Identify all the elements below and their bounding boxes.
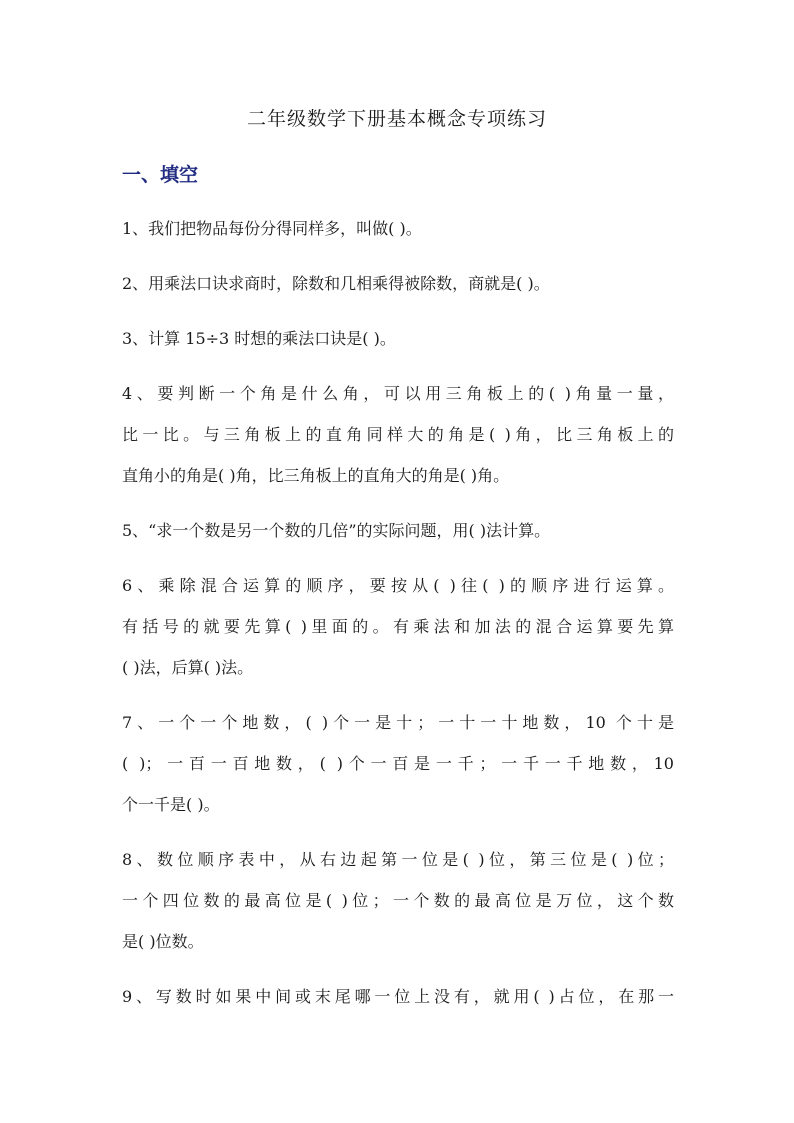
question-line: 有括号的就要先算( )里面的。有乘法和加法的混合运算要先算 xyxy=(122,617,674,636)
section-heading: 一、填空 xyxy=(122,164,199,186)
question-line: 6、乘除混合运算的顺序，要按从( )往( )的顺序进行运算。 xyxy=(122,576,674,595)
question-line: 9、写数时如果中间或末尾哪一位上没有，就用( )占位，在那一 xyxy=(122,987,674,1006)
question-line: ( )法，后算( )法。 xyxy=(122,658,254,677)
question-7 xyxy=(122,702,674,825)
page-title: 二年级数学下册基本概念专项练习 xyxy=(246,108,547,130)
question-line: 2、用乘法口诀求商时，除数和几相乘得被除数，商就是( )。 xyxy=(122,274,550,293)
question-2 xyxy=(122,263,674,304)
question-line: 8、数位顺序表中，从右边起第一位是( )位，第三位是( )位； xyxy=(122,850,674,869)
question-line: 1、我们把物品每份分得同样多，叫做( )。 xyxy=(122,219,422,238)
question-1 xyxy=(122,208,674,249)
question-line: 比一比。与三角板上的直角同样大的角是( )角，比三角板上的 xyxy=(122,425,674,444)
question-8 xyxy=(122,839,674,962)
question-9 xyxy=(122,976,674,1017)
question-5 xyxy=(122,510,674,551)
question-line: 4、要判断一个角是什么角，可以用三角板上的( )角量一量， xyxy=(122,384,674,403)
question-line: 3、计算 15÷3 时想的乘法口诀是( )。 xyxy=(122,329,396,348)
question-line: 是( )位数。 xyxy=(122,932,204,951)
question-3 xyxy=(122,318,674,359)
question-4 xyxy=(122,373,674,496)
question-line: 直角小的角是( )角，比三角板上的直角大的角是( )角。 xyxy=(122,466,510,485)
question-line: 个一千是( )。 xyxy=(122,795,220,814)
question-line: 一个四位数的最高位是( )位；一个数的最高位是万位，这个数 xyxy=(122,891,674,910)
question-6 xyxy=(122,565,674,688)
question-list xyxy=(122,200,674,1031)
question-line: ( )；一百一百地数，( )个一百是一千；一千一千地数，10 xyxy=(122,754,674,773)
question-line: 5、“求一个数是另一个数的几倍”的实际问题，用( )法计算。 xyxy=(122,521,551,540)
question-line: 7、一个一个地数，( )个一是十；一十一十地数，10 个十是 xyxy=(122,713,674,732)
